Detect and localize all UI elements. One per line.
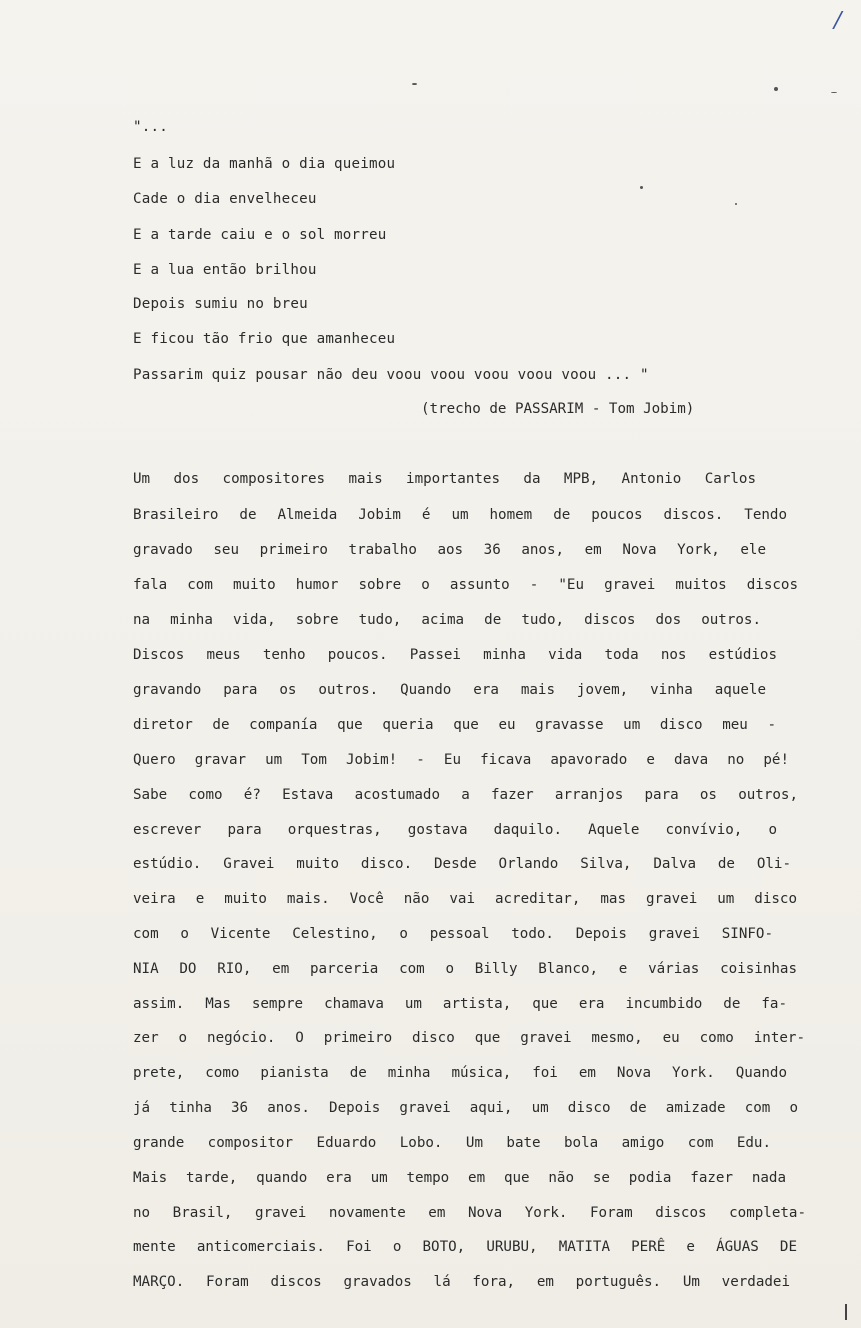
body-line: gravado seu primeiro trabalho aos 36 anos, em Nova York, ele — [133, 542, 766, 558]
body-line: Brasileiro de Almeida Jobim é um homem de poucos discos. Tendo — [133, 507, 787, 523]
body-line: já tinha 36 anos. Depois gravei aqui, um disco de amizade com o — [133, 1100, 798, 1116]
ink-speck — [774, 87, 778, 91]
body-line: MARÇO. Foram discos gravados lá fora, em português. Um verdadei — [133, 1274, 790, 1290]
lyric-line: Cade o dia envelheceu — [133, 191, 317, 207]
body-line: Um dos compositores mais importantes da MPB, Antonio Carlos — [133, 471, 756, 487]
body-line: veira e muito mais. Você não vai acreditar, mas gravei um disco — [133, 891, 797, 907]
body-line: gravando para os outros. Quando era mais jovem, vinha aquele — [133, 682, 766, 698]
lyric-line: "... — [133, 119, 168, 135]
lyric-line: E a luz da manhã o dia queimou — [133, 156, 396, 172]
body-line: assim. Mas sempre chamava um artista, que era incumbido de fa- — [133, 996, 787, 1012]
margin-mark — [845, 1304, 847, 1320]
body-line: com o Vicente Celestino, o pessoal todo. Depois gravei SINFO- — [133, 926, 773, 942]
ink-speck — [735, 203, 737, 205]
body-line: zer o negócio. O primeiro disco que gravei mesmo, eu como inter- — [133, 1030, 805, 1046]
body-line: fala com muito humor sobre o assunto - "Eu gravei muitos discos — [133, 577, 798, 593]
ink-speck — [412, 83, 417, 85]
lyric-line: Depois sumiu no breu — [133, 296, 308, 312]
lyric-line: E a lua então brilhou — [133, 262, 317, 278]
body-line: Mais tarde, quando era um tempo em que não se podia fazer nada — [133, 1170, 786, 1186]
lyric-line: E a tarde caiu e o sol morreu — [133, 227, 387, 243]
body-line: estúdio. Gravei muito disco. Desde Orlando Silva, Dalva de Oli- — [133, 856, 791, 872]
lyric-line: E ficou tão frio que amanheceu — [133, 331, 396, 347]
body-line: diretor de companía que queria que eu gravasse um disco meu - — [133, 717, 776, 733]
ink-speck — [831, 92, 837, 93]
ink-speck — [640, 186, 643, 189]
body-line: Sabe como é? Estava acostumado a fazer arranjos para os outros, — [133, 787, 798, 803]
page-number: / — [830, 8, 844, 33]
body-line: na minha vida, sobre tudo, acima de tudo, discos dos outros. — [133, 612, 761, 628]
body-line: prete, como pianista de minha música, foi em Nova York. Quando — [133, 1065, 787, 1081]
lyric-credit: (trecho de PASSARIM - Tom Jobim) — [421, 401, 695, 417]
body-line: NIA DO RIO, em parceria com o Billy Blanco, e várias coisinhas — [133, 961, 797, 977]
body-line: Quero gravar um Tom Jobim! - Eu ficava apavorado e dava no pé! — [133, 752, 789, 768]
lyric-line: Passarim quiz pousar não deu voou voou voou voou voou ... " — [133, 367, 649, 383]
body-line: Discos meus tenho poucos. Passei minha vida toda nos estúdios — [133, 647, 777, 663]
body-line: mente anticomerciais. Foi o BOTO, URUBU, MATITA PERÊ e ÁGUAS DE — [133, 1239, 797, 1255]
body-line: no Brasil, gravei novamente em Nova York. Foram discos completa- — [133, 1205, 806, 1221]
body-line: grande compositor Eduardo Lobo. Um bate bola amigo com Edu. — [133, 1135, 771, 1151]
body-line: escrever para orquestras, gostava daquilo. Aquele convívio, o — [133, 822, 777, 838]
